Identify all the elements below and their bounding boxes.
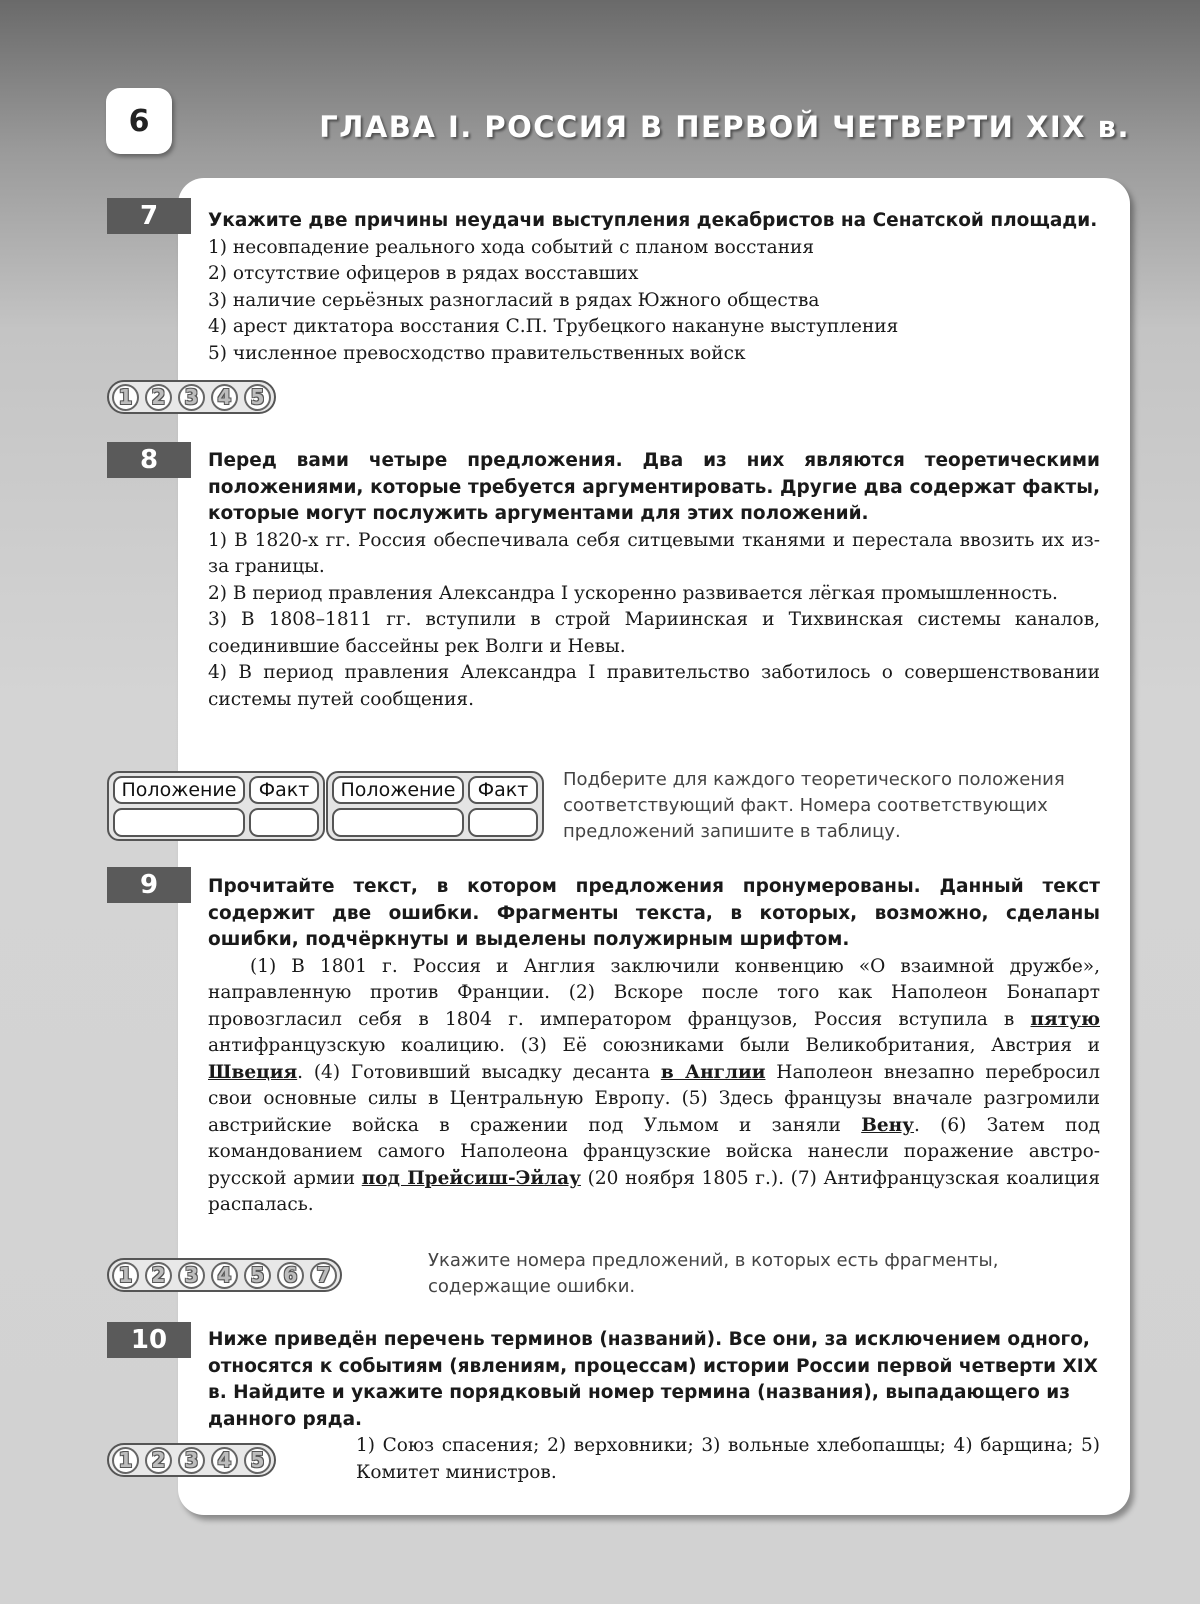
text-fragment: Наполеон внезапно перебросил свои основные силы в Центральную Европу. (5) Здесь французы вначале разгромили австрийские войска в сражении под Ульмом и заняли: [208, 1061, 1100, 1136]
text-fragment: антифранцузскую коалицию. (3) Её союзниками были Великобритания, Австрия и: [208, 1035, 1100, 1056]
task-9: [208, 874, 1100, 1219]
task-10-question: Ниже приведён перечень терминов (названий). Все они, за исключением одного, относятся к событиям (явлениям, процессам) истории России первой четверти XIX в. Найдите и укажите порядковый номер термина (названия), выпадающего из данного ряда.: [208, 1329, 1098, 1430]
task-7-option-5: 5) численное превосходство правительственных войск: [208, 342, 746, 364]
answer-circle-1[interactable]: 1: [112, 1262, 139, 1289]
task-7-option-3: 3) наличие серьёзных разногласий в рядах Южного общества: [208, 289, 820, 311]
task-10-answer-circles[interactable]: [107, 1443, 276, 1477]
answer-circle-4[interactable]: 4: [211, 384, 238, 411]
highlighted-fragment: под Прейсиш-Эйлау: [361, 1167, 581, 1189]
text-fragment: . (4) Готовивший высадку десанта: [297, 1061, 661, 1083]
position-label: Положение: [332, 776, 464, 804]
answer-circle-4[interactable]: 4: [211, 1447, 238, 1474]
task-7-options: [208, 235, 1100, 368]
task-9-hint: Укажите номера предложений, в которых есть фрагменты, содержащие ошибки.: [428, 1250, 999, 1297]
answer-circle-2[interactable]: 2: [145, 384, 172, 411]
answer-circle-5[interactable]: 5: [244, 1447, 271, 1474]
task-10-terms: 1) Союз спасения; 2) верховники; 3) вольные хлебопашцы; 4) барщина; 5) Комитет министров.: [356, 1435, 1100, 1483]
position-label: Положение: [113, 776, 245, 804]
task-7: [208, 208, 1100, 367]
task-7-question: Укажите две причины неудачи выступления декабристов на Сенатской площади.: [208, 210, 1098, 231]
task-8-hint: Подберите для каждого теоретического положения соответствующий факт. Номера соответствующих предложений запишите в таблицу.: [563, 769, 1065, 842]
task-8-option-4: 4) В период правления Александра I правительство заботилось о совершенствовании системы путей сообщения.: [208, 662, 1100, 710]
task-7-option-4: 4) арест диктатора восстания С.П. Трубецкого накануне выступления: [208, 316, 899, 337]
answer-circle-5[interactable]: 5: [244, 384, 271, 411]
task-8-option-2: 2) В период правления Александра I ускоренно развивается лёгкая промышленность.: [208, 582, 1058, 604]
answer-table-1: [107, 771, 325, 841]
task-8-question: Перед вами четыре предложения. Два из них являются теоретическими положениями, которые требуется аргументировать. Другие два содержат факты, которые могут послужить аргументами для этих положений.: [208, 450, 1100, 524]
task-10-number: 10: [107, 1322, 191, 1358]
fact-input[interactable]: [468, 808, 538, 837]
answer-circle-3[interactable]: 3: [178, 1447, 205, 1474]
task-9-number: 9: [107, 867, 191, 903]
text-fragment: (1) В 1801 г. Россия и Англия заключили конвенцию «О взаимной дружбе», направленную против Франции. (2) Вскоре после того как Наполеон Бонапарт провозгласил себя в 1804 г. императором французов, Россия вступила в: [208, 955, 1100, 1030]
task-8-option-3: 3) В 1808–1811 гг. вступили в строй Мариинская и Тихвинская системы каналов, соединившие бассейны рек Волги и Невы.: [208, 609, 1100, 657]
task-10: [208, 1327, 1100, 1433]
answer-table-2: [326, 771, 544, 841]
answer-circle-7[interactable]: 7: [310, 1262, 337, 1289]
answer-circle-4[interactable]: 4: [211, 1262, 238, 1289]
answer-circle-6[interactable]: 6: [277, 1262, 304, 1289]
task-9-answer-circles[interactable]: [107, 1258, 342, 1292]
highlighted-fragment: Швеция: [208, 1061, 298, 1083]
answer-circle-1[interactable]: 1: [112, 384, 139, 411]
answer-circle-2[interactable]: 2: [145, 1447, 172, 1474]
task-7-option-1: 1) несовпадение реального хода событий с планом восстания: [208, 236, 815, 258]
text-fragment: (20 ноября 1805 г.). (7) Антифранцузская коалиция распалась.: [208, 1167, 1101, 1215]
answer-circle-5[interactable]: 5: [244, 1262, 271, 1289]
task-7-option-2: 2) отсутствие офицеров в рядах восставших: [208, 263, 639, 284]
task-9-text: [208, 954, 1100, 1219]
fact-label: Факт: [468, 776, 538, 804]
position-input[interactable]: [332, 808, 464, 837]
chapter-title: ГЛАВА I. РОССИЯ В ПЕРВОЙ ЧЕТВЕРТИ XIX в.: [319, 110, 1130, 144]
highlighted-fragment: пятую: [1030, 1008, 1100, 1030]
task-8-number: 8: [107, 442, 191, 478]
position-input[interactable]: [113, 808, 245, 837]
answer-circle-3[interactable]: 3: [178, 1262, 205, 1289]
task-8-option-1: 1) В 1820-х гг. Россия обеспечивала себя ситцевыми тканями и перестала ввозить их из-за границы.: [208, 529, 1100, 577]
text-fragment: . (6) Затем под командованием самого Наполеона французские войска нанесли поражение австро-русской армии: [208, 1114, 1100, 1189]
task-8: [208, 448, 1100, 713]
fact-label: Факт: [249, 776, 319, 804]
task-9-question: Прочитайте текст, в котором предложения пронумерованы. Данный текст содержит две ошибки. Фрагменты текста, в которых, возможно, сделаны ошибки, подчёркнуты и выделены полужирным шрифтом.: [208, 876, 1100, 950]
highlighted-fragment: Вену: [861, 1114, 914, 1136]
task-7-answer-circles[interactable]: [107, 380, 276, 414]
answer-circle-3[interactable]: 3: [178, 384, 205, 411]
content-card: [178, 178, 1130, 1515]
answer-circle-2[interactable]: 2: [145, 1262, 172, 1289]
fact-input[interactable]: [249, 808, 319, 837]
task-7-number: 7: [107, 198, 191, 234]
answer-circle-1[interactable]: 1: [112, 1447, 139, 1474]
highlighted-fragment: в Англии: [660, 1061, 766, 1083]
page-number: 6: [106, 88, 172, 154]
